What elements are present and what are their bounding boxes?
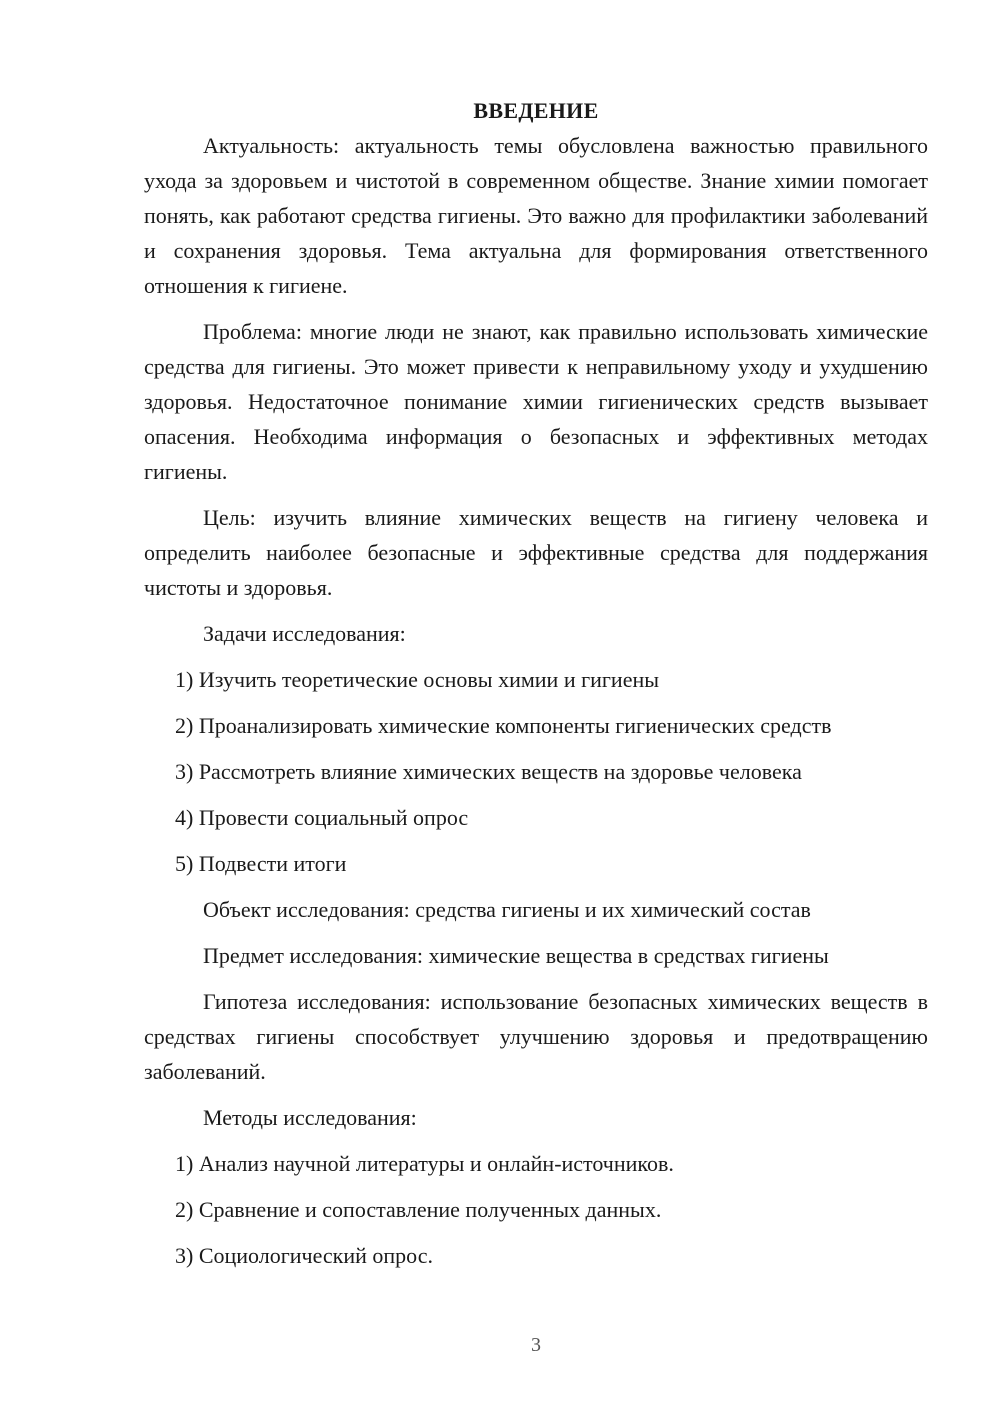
paragraph-spacer <box>144 1135 928 1146</box>
subject-line: Предмет исследования: химические вещества в средствах гигиены <box>203 943 829 968</box>
page-number: 3 <box>531 1334 541 1356</box>
paragraph-spacer <box>144 743 928 754</box>
paragraph-spacer <box>144 789 928 800</box>
method-item: 1) Анализ научной литературы и онлайн-источников. <box>175 1151 674 1176</box>
problem-paragraph: Проблема: многие люди не знают, как правильно использовать химические средства для гигиены. Это может привести к неправильному уходу и ухудшению здоровья. Недостаточное понимание химии гигиенических средств вызывает опасения. Необходима информация о безопасных и эффективных методах гигиены. <box>144 319 928 484</box>
method-item: 3) Социологический опрос. <box>175 1243 433 1268</box>
object-line: Объект исследования: средства гигиены и их химический состав <box>203 897 811 922</box>
relevance-paragraph: Актуальность: актуальность темы обусловлена важностью правильного ухода за здоровьем и чистотой в современном обществе. Знание химии помогает понять, как работают средства гигиены. Это важно для профилактики заболеваний и сохранения здоровья. Тема актуальна для формирования ответственного отношения к гигиене. <box>144 133 928 298</box>
paragraph-spacer <box>144 973 928 984</box>
paragraph-spacer <box>144 303 928 314</box>
paragraph-spacer <box>144 835 928 846</box>
section-title: ВВЕДЕНИЕ <box>473 98 599 123</box>
paragraph-spacer <box>144 605 928 616</box>
paragraph-spacer <box>144 697 928 708</box>
paragraph-spacer <box>144 651 928 662</box>
paragraph-spacer <box>144 1181 928 1192</box>
paragraph-spacer <box>144 1227 928 1238</box>
page-content <box>144 94 928 1273</box>
task-item: 4) Провести социальный опрос <box>175 805 469 830</box>
task-item: 5) Подвести итоги <box>175 851 347 876</box>
paragraph-spacer <box>144 927 928 938</box>
task-item: 2) Проанализировать химические компоненты гигиенических средств <box>175 713 832 738</box>
task-item: 3) Рассмотреть влияние химических веществ на здоровье человека <box>175 759 802 784</box>
methods-heading: Методы исследования: <box>203 1105 417 1130</box>
hypothesis-paragraph: Гипотеза исследования: использование безопасных химических веществ в средствах гигиены способствует улучшению здоровья и предотвращению заболеваний. <box>144 989 928 1084</box>
goal-paragraph: Цель: изучить влияние химических веществ на гигиену человека и определить наиболее безопасные и эффективные средства для поддержания чистоты и здоровья. <box>144 505 928 600</box>
paragraph-spacer <box>144 881 928 892</box>
tasks-heading: Задачи исследования: <box>203 621 406 646</box>
paragraph-spacer <box>144 1089 928 1100</box>
task-item: 1) Изучить теоретические основы химии и гигиены <box>175 667 660 692</box>
paragraph-spacer <box>144 489 928 500</box>
method-item: 2) Сравнение и сопоставление полученных данных. <box>175 1197 662 1222</box>
